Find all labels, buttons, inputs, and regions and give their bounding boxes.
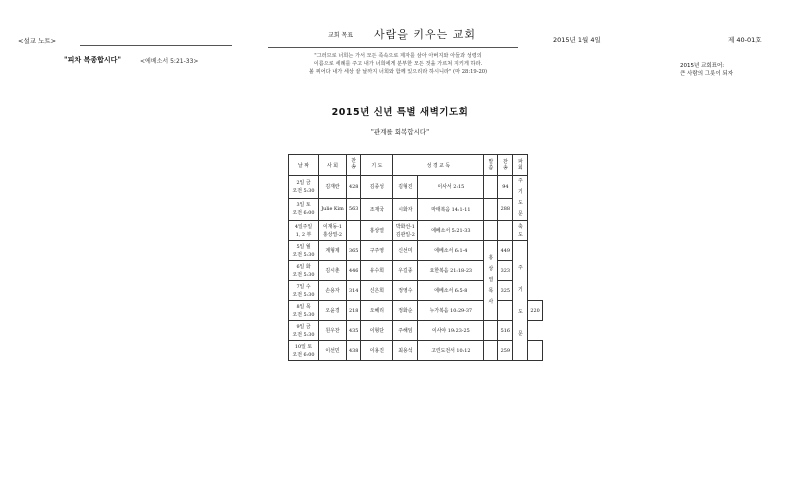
table-row bbox=[289, 321, 543, 341]
hymn-cell: 314 bbox=[347, 281, 361, 301]
dismissal-cell bbox=[513, 221, 528, 241]
reader-cell: 주해임 bbox=[393, 321, 418, 341]
church-goal-title: 사람을 키우는 교회 bbox=[374, 28, 477, 41]
prayer-schedule-table bbox=[288, 154, 543, 361]
hymn2-cell: 516 bbox=[498, 321, 513, 341]
bible-motto-text bbox=[268, 52, 528, 76]
prayer-cell: 구주영 bbox=[361, 241, 393, 261]
date-time: 오전 6:00 bbox=[292, 351, 315, 358]
date-time: 오전 5:30 bbox=[292, 331, 315, 338]
dismissal-char: 문 bbox=[517, 330, 523, 337]
header-dismissal-text: 파회 bbox=[517, 159, 523, 171]
dismissal-cell bbox=[513, 241, 528, 361]
church-goal-label: 교회 목표 bbox=[328, 32, 354, 39]
hymn2-cell: 220 bbox=[528, 301, 542, 321]
table-row bbox=[289, 341, 543, 361]
date-cell bbox=[289, 281, 319, 301]
sermon-title: "피차 복종합시다" bbox=[64, 55, 122, 64]
motto-line: 이름으로 세례를 주고 내가 너희에게 분부한 모든 것을 가르쳐 지키게 하라. bbox=[313, 61, 483, 67]
hymn2-cell: 325 bbox=[498, 281, 513, 301]
header-prayer: 기 도 bbox=[361, 155, 393, 176]
header-reading: 성 경 교 독 bbox=[393, 155, 484, 176]
prayer-cell: 오혜리 bbox=[361, 301, 393, 321]
leader-cell: 오윤경 bbox=[319, 301, 347, 321]
hymn2-cell: 288 bbox=[498, 198, 513, 221]
date-cell bbox=[289, 261, 319, 281]
date-day: 5일 월 bbox=[296, 243, 311, 250]
date-day: 8일 목 bbox=[296, 303, 311, 310]
dismissal-cell bbox=[528, 341, 542, 361]
sermon-cell bbox=[484, 198, 498, 221]
reader-name: 김관일-2 bbox=[395, 231, 415, 238]
reader-cell: 최용석 bbox=[393, 341, 418, 361]
table-row bbox=[289, 176, 543, 199]
sermon-note-label: <설교 노트> bbox=[18, 37, 57, 45]
date-time: 1, 2 부 bbox=[295, 231, 312, 238]
dismissal-char: 문 bbox=[517, 211, 523, 217]
date-day: 6일 화 bbox=[296, 263, 311, 270]
leader-cell: 원우찬 bbox=[319, 321, 347, 341]
motto-line: 볼 찌어다 내가 세상 끝 날까지 너희와 함께 있으리라 하시니라" (마 28:19-20) bbox=[308, 69, 488, 75]
center-header-rule bbox=[268, 47, 518, 48]
preacher-char: 상 bbox=[488, 266, 494, 272]
page-title: 2015년 신년 특별 새벽기도회 bbox=[331, 107, 469, 118]
date-day: 3일 토 bbox=[296, 202, 311, 209]
leader-cell: 이선민 bbox=[319, 341, 347, 361]
hymn-cell: 563 bbox=[347, 198, 361, 221]
header-sermon bbox=[484, 155, 498, 176]
date-time: 오전 5:30 bbox=[292, 311, 315, 318]
dismissal-char: 도 bbox=[517, 200, 523, 206]
hymn-cell: 428 bbox=[347, 176, 361, 199]
prayer-cell: 김종성 bbox=[361, 176, 393, 199]
leader-cell: 김시춘 bbox=[319, 261, 347, 281]
date-cell bbox=[289, 321, 319, 341]
preacher-cell bbox=[484, 241, 498, 321]
dismissal-char: 기 bbox=[517, 189, 523, 195]
hymn2-cell bbox=[498, 221, 513, 241]
date-cell bbox=[289, 198, 319, 221]
year-motto: 큰 사람의 그릇이 되자 bbox=[680, 71, 734, 77]
preacher-char: 사 bbox=[488, 299, 494, 305]
date-day: 7일 수 bbox=[296, 283, 311, 290]
passage-cell: 고린도전서 10:12 bbox=[418, 341, 484, 361]
leader-cell: 계형제 bbox=[319, 241, 347, 261]
header-hymn bbox=[347, 155, 361, 176]
sermon-cell bbox=[484, 321, 498, 341]
table-row bbox=[289, 221, 543, 241]
date-cell bbox=[289, 176, 319, 199]
prayer-cell: 홍상열 bbox=[361, 221, 393, 241]
header-hymn2-text: 찬송 bbox=[502, 159, 508, 171]
date-cell bbox=[289, 241, 319, 261]
reader-name: 박화선-1 bbox=[395, 223, 415, 230]
page-subtitle: "관계를 회복합시다" bbox=[370, 128, 430, 136]
year-motto-label: 2015년 교회표어: bbox=[680, 63, 725, 69]
bulletin-date: 2015년 1월 4일 bbox=[553, 36, 601, 44]
date-time: 오전 6:00 bbox=[292, 210, 315, 217]
reader-cell: 우길종 bbox=[393, 261, 418, 281]
sermon-reference: <에베소서 5:21-33> bbox=[140, 58, 199, 65]
dismissal-char: 주 bbox=[517, 178, 523, 184]
prayer-cell: 조재국 bbox=[361, 198, 393, 221]
header-sermon-text: 말씀 bbox=[488, 159, 494, 171]
passage-cell: 요한복음 21:18-23 bbox=[418, 261, 484, 281]
date-cell bbox=[289, 301, 319, 321]
prayer-cell: 유수희 bbox=[361, 261, 393, 281]
date-day: 2일 금 bbox=[296, 179, 311, 186]
passage-cell: 마태복음 14:1-11 bbox=[418, 198, 484, 221]
table-row bbox=[289, 241, 543, 261]
sermon-cell bbox=[484, 221, 498, 241]
hymn-cell: 218 bbox=[347, 301, 361, 321]
sermon-cell bbox=[498, 301, 513, 321]
passage-cell: 에베소서 6:5-8 bbox=[418, 281, 484, 301]
sermon-cell bbox=[484, 341, 498, 361]
header-leader: 사 회 bbox=[319, 155, 347, 176]
dismissal-char: 기 bbox=[517, 286, 523, 293]
dismissal-char: 도 bbox=[517, 231, 523, 238]
reader-cell: 시화자 bbox=[393, 198, 418, 221]
table-header-row bbox=[289, 155, 543, 176]
hymn-cell: 438 bbox=[347, 341, 361, 361]
table-row bbox=[289, 261, 543, 281]
passage-cell: 이사서 2:15 bbox=[418, 176, 484, 199]
prayer-cell: 신은희 bbox=[361, 281, 393, 301]
date-day: 4일주일 bbox=[294, 223, 313, 230]
hymn-cell: 446 bbox=[347, 261, 361, 281]
header-hymn2 bbox=[498, 155, 513, 176]
leader-cell: 손용자 bbox=[319, 281, 347, 301]
header-dismissal bbox=[513, 155, 528, 176]
hymn-cell bbox=[347, 221, 361, 241]
passage-cell: 에베소서 5:21-33 bbox=[418, 221, 484, 241]
hymn2-cell: 323 bbox=[498, 261, 513, 281]
header-hymn-text: 찬송 bbox=[351, 157, 357, 170]
preacher-char: 홍 bbox=[488, 255, 494, 261]
header-date: 날 짜 bbox=[289, 155, 319, 176]
dismissal-char: 도 bbox=[517, 308, 523, 315]
leader-cell bbox=[319, 221, 347, 241]
hymn2-cell: 259 bbox=[498, 341, 513, 361]
reader-cell: 정화순 bbox=[393, 301, 418, 321]
date-time: 오전 5:30 bbox=[292, 251, 315, 258]
date-cell bbox=[289, 341, 319, 361]
date-day: 10일 토 bbox=[294, 343, 313, 350]
reader-cell: 정영수 bbox=[393, 281, 418, 301]
leader-name: 이재동-1 bbox=[323, 223, 342, 230]
passage-cell: 이사야 19:23-25 bbox=[418, 321, 484, 341]
reader-cell: 김형진 bbox=[393, 176, 418, 199]
leader-name: 홍상열-2 bbox=[323, 231, 342, 238]
hymn2-cell: 449 bbox=[498, 241, 513, 261]
hymn2-cell: 94 bbox=[498, 176, 513, 199]
preacher-char: 목 bbox=[488, 288, 494, 294]
table-row bbox=[289, 301, 543, 321]
hymn-cell: 435 bbox=[347, 321, 361, 341]
issue-number: 제 40-01호 bbox=[728, 36, 762, 44]
date-time: 오전 5:30 bbox=[292, 271, 315, 278]
leader-cell: 김재란 bbox=[319, 176, 347, 199]
leader-cell: Julie Kim bbox=[319, 198, 347, 221]
date-time: 오전 5:30 bbox=[292, 291, 315, 298]
passage-cell: 누가복음 10:29-37 bbox=[418, 301, 484, 321]
passage-cell: 에베소서 6:1-4 bbox=[418, 241, 484, 261]
reader-cell bbox=[393, 221, 418, 241]
table-row bbox=[289, 281, 543, 301]
table-row bbox=[289, 198, 543, 221]
hymn-cell: 365 bbox=[347, 241, 361, 261]
prayer-cell: 이용진 bbox=[361, 341, 393, 361]
dismissal-char: 주 bbox=[517, 264, 523, 271]
motto-line: "그러므로 너희는 가서 모든 족속으로 제자를 삼아 아버지와 아들과 성령의 bbox=[314, 53, 482, 59]
date-day: 9일 금 bbox=[296, 323, 311, 330]
prayer-cell: 이형단 bbox=[361, 321, 393, 341]
dismissal-cell bbox=[513, 176, 528, 221]
dismissal-char: 축 bbox=[517, 223, 523, 230]
preacher-char: 열 bbox=[488, 277, 494, 283]
sermon-cell bbox=[484, 176, 498, 199]
date-cell bbox=[289, 221, 319, 241]
date-time: 오전 5:30 bbox=[292, 187, 315, 194]
left-header-rule bbox=[80, 45, 232, 46]
reader-cell: 신선미 bbox=[393, 241, 418, 261]
